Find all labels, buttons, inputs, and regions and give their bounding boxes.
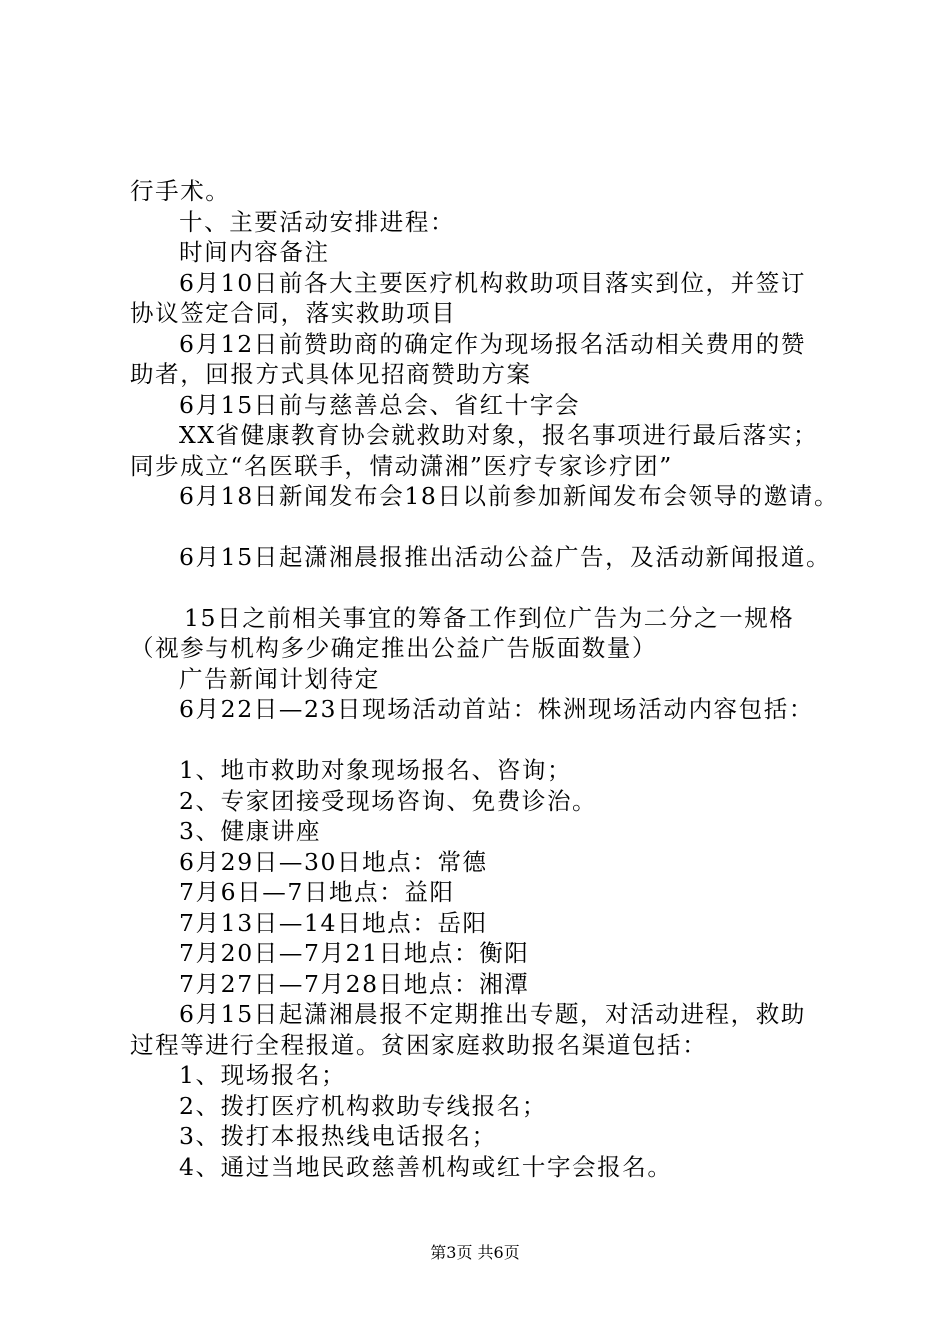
text-line-4: 6月10日前各大主要医疗机构救助项目落实到位，并签订 — [179, 269, 806, 297]
channel-item-4: 4、通过当地民政慈善机构或红十字会报名。 — [179, 1153, 673, 1181]
text-line-8: 6月15日前与慈善总会、省红十字会 — [179, 391, 581, 419]
schedule-hengyang: 7月20日—7月21日地点：衡阳 — [179, 939, 530, 967]
text-line-9: XX省健康教育协会就救助对象，报名事项进行最后落实； — [179, 421, 819, 449]
text-line-7: 助者，回报方式具体见招商赞助方案 — [130, 360, 532, 388]
schedule-yiyang: 7月6日—7日地点：益阳 — [179, 878, 455, 906]
schedule-changde: 6月29日—30日地点：常德 — [179, 848, 488, 876]
list-item-2: 2、专家团接受现场咨询、免费诊治。 — [179, 787, 598, 815]
list-item-1: 1、地市救助对象现场报名、咨询； — [179, 756, 573, 784]
channel-item-3: 3、拨打本报热线电话报名； — [179, 1122, 497, 1150]
text-line-25: 6月15日起潇湘晨报不定期推出专题，对活动进程，救助 — [179, 1000, 806, 1028]
text-line-6: 6月12日前赞助商的确定作为现场报名活动相关费用的赞 — [179, 330, 806, 358]
text-line-12: 6月15日起潇湘晨报推出活动公益广告，及活动新闻报道。 — [179, 543, 832, 571]
text-line-13: 15日之前相关事宜的筹备工作到位广告为二分之一规格 — [184, 604, 795, 632]
schedule-yueyang: 7月13日—14日地点：岳阳 — [179, 909, 488, 937]
channel-item-1: 1、现场报名； — [179, 1061, 347, 1089]
text-line-16: 6月22日—23日现场活动首站：株洲现场活动内容包括： — [179, 695, 814, 723]
channel-item-2: 2、拨打医疗机构救助专线报名； — [179, 1092, 547, 1120]
list-item-3: 3、健康讲座 — [179, 817, 322, 845]
schedule-xiangtan: 7月27日—7月28日地点：湘潭 — [179, 970, 530, 998]
text-line-10: 同步成立“名医联手，情动潇湘”医疗专家诊疗团” — [130, 452, 673, 480]
text-line-15: 广告新闻计划待定 — [179, 665, 380, 693]
text-line-11: 6月18日新闻发布会18日以前参加新闻发布会领导的邀请。 — [179, 482, 840, 510]
table-header-line: 时间内容备注 — [179, 238, 330, 266]
text-line-5: 协议签定合同，落实救助项目 — [130, 299, 457, 327]
page-footer: 第3页 共6页 — [430, 1243, 520, 1262]
text-line-1: 行手术。 — [130, 177, 231, 205]
text-line-26: 过程等进行全程报道。贫困家庭救助报名渠道包括： — [130, 1031, 708, 1059]
section-heading: 十、主要活动安排进程： — [179, 208, 456, 236]
text-line-14: （视参与机构多少确定推出公益广告版面数量） — [130, 634, 658, 662]
